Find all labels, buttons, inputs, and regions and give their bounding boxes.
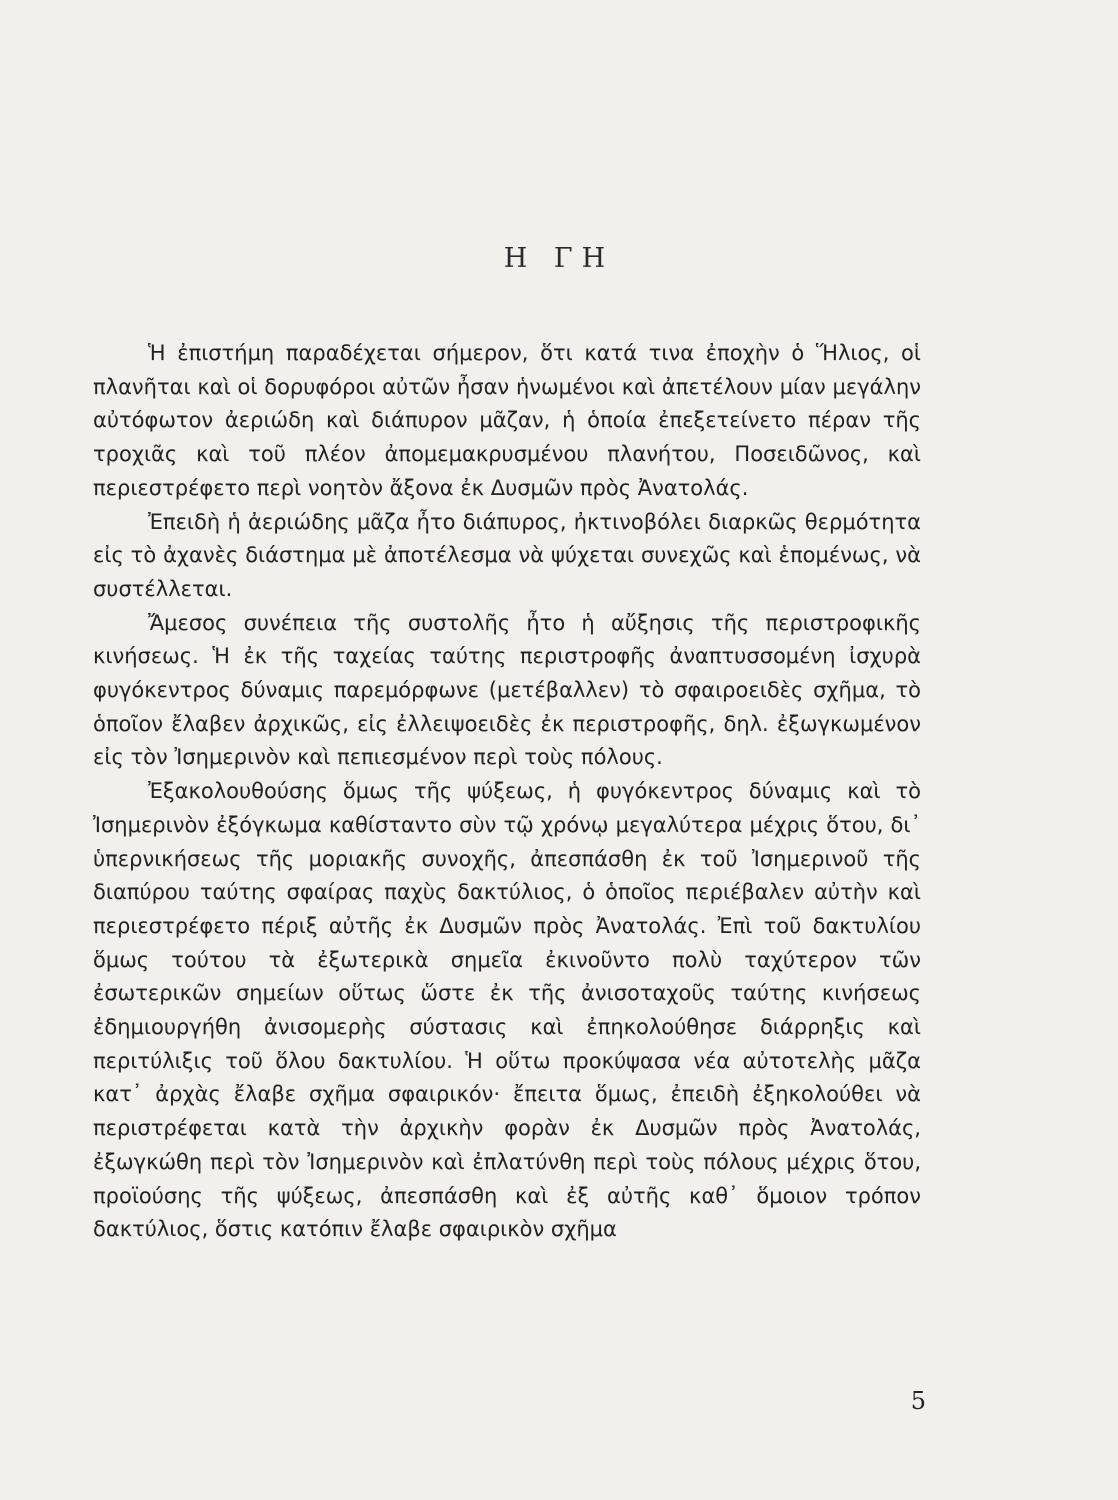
paragraph-3: Ἄμεσος συνέπεια τῆς συστολῆς ἦτο ἡ αὔξησις τῆς περιστροφικῆς κινήσεως. Ἡ ἐκ τῆς ταχείας ταύτης περιστροφῆς ἀναπτυσσομένη ἰσχυρὰ φυγόκεντρος δύναμις παρεμόρφωνε (μετέβαλλεν) τὸ σφαιροειδὲς σχῆμα, τὸ ὁποῖον ἔλαβεν ἀρχικῶς, εἰς ἐλλειψοειδὲς ἐκ περιστροφῆς, δηλ. ἐξωγκωμένον εἰς τὸν Ἰσημερινὸν καὶ πεπιεσμένον περὶ τοὺς πόλους. — [93, 610, 921, 770]
paragraph-2: Ἐπειδὴ ἡ ἀεριώδης μᾶζα ἦτο διάπυρος, ἠκτινοβόλει διαρκῶς θερμότητα εἰς τὸ ἀχανὲς διάστημα μὲ ἀποτέλεσμα νὰ ψύχεται συνεχῶς καὶ ἑπομένως, νὰ συστέλλεται. — [93, 509, 921, 601]
body-text — [93, 337, 921, 1247]
paragraph-4: Ἐξακολουθούσης ὅμως τῆς ψύξεως, ἡ φυγόκεντρος δύναμις καὶ τὸ Ἰσημερινὸν ἐξόγκωμα καθίσταντο σὺν τῷ χρόνῳ μεγαλύτερα μέχρις ὅτου, δι᾿ ὑπερνικήσεως τῆς μοριακῆς συνοχῆς, ἀπεσπάσθη ἐκ τοῦ Ἰσημερινοῦ τῆς διαπύρου ταύτης σφαίρας παχὺς δακτύλιος, ὁ ὁποῖος περιέβαλεν αὐτὴν καὶ περιεστρέφετο πέριξ αὐτῆς ἐκ Δυσμῶν πρὸς Ἀνατολάς. Ἐπὶ τοῦ δακτυλίου ὅμως τούτου τὰ ἐξωτερικὰ σημεῖα ἐκινοῦντο πολὺ ταχύτερον τῶν ἐσωτερικῶν σημείων οὕτως ὥστε ἐκ τῆς ἀνισοταχοῦς ταύτης κινήσεως ἐδημιουργήθη ἀνισομερὴς σύστασις καὶ ἐπηκολούθησε διάρρηξις καὶ περιτύλιξις τοῦ ὅλου δακτυλίου. Ἡ οὕτω προκύψασα νέα αὐτοτελὴς μᾶζα κατ᾿ ἀρχὰς ἔλαβε σχῆμα σφαιρικόν· ἔπειτα ὅμως, ἐπειδὴ ἐξηκολούθει νὰ περιστρέφεται κατὰ τὴν ἀρχικὴν φορὰν ἐκ Δυσμῶν πρὸς Ἀνατολάς, ἐξωγκώθη περὶ τὸν Ἰσημερινὸν καὶ ἐπλατύνθη περὶ τοὺς πόλους μέχρις ὅτου, προϊούσης τῆς ψύξεως, ἀπεσπάσθη καὶ ἐξ αὐτῆς καθ᾿ ὅμοιον τρόπον δακτύλιος, ὅστις κατόπιν ἔλαβε σφαιρικὸν σχῆμα — [93, 779, 921, 1242]
chapter-title: Η ΓΗ — [503, 243, 615, 274]
page-number: 5 — [910, 1387, 926, 1415]
paragraph-1: Ἡ ἐπιστήμη παραδέχεται σήμερον, ὅτι κατά τινα ἐποχὴν ὁ Ἥλιος, οἱ πλανῆται καὶ οἱ δορυφόροι αὐτῶν ἦσαν ἡνωμένοι καὶ ἀπετέλουν μίαν μεγάλην αὐτόφωτον ἀεριώδη καὶ διάπυρον μᾶζαν, ἡ ὁποία ἐπεξετείνετο πέραν τῆς τροχιᾶς καὶ τοῦ πλέον ἀπομεμακρυσμένου πλανήτου, Ποσειδῶνος, καὶ περιεστρέφετο περὶ νοητὸν ἄξονα ἐκ Δυσμῶν πρὸς Ἀνατολάς. — [93, 341, 921, 500]
